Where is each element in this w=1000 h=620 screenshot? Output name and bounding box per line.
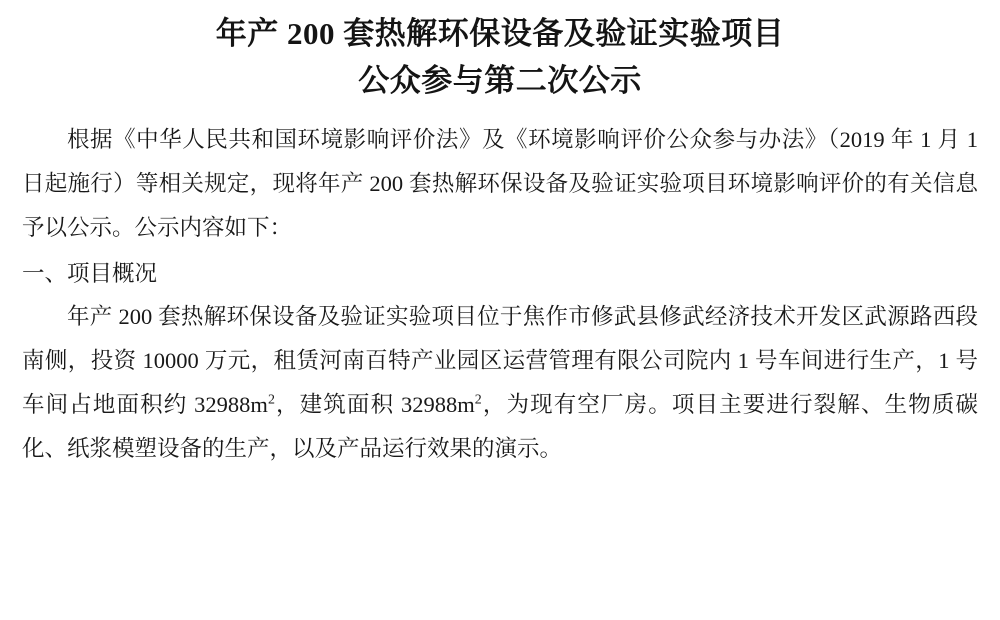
overview-text-part-2: ，建筑面积 32988m <box>274 392 475 418</box>
overview-text-part-1: 年产 200 套热解环保设备及验证实验项目位于焦作市修武县修武经济技术开发区武源路西段南侧，投资 10000 万元，租赁河南百特产业园区运营管理有限公司院内 1 号车间进行生产，1 号车间占地面积约 32988m <box>22 304 978 418</box>
intro-paragraph: 根据《中华人民共和国环境影响评价法》及《环境影响评价公众参与办法》（2019 年 1 月 1 日起施行）等相关规定，现将年产 200 套热解环保设备及验证实验项目环境影响评价的有关信息予以公示。公示内容如下： <box>22 126 978 240</box>
page-title-line-1: 年产 200 套热解环保设备及验证实验项目 <box>215 16 785 51</box>
project-overview-paragraph <box>22 295 978 471</box>
section-heading-project-overview: 一、项目概况 <box>22 260 158 286</box>
document-body <box>22 118 978 471</box>
overview-superscript-1: 2 <box>267 392 275 408</box>
page-title-line-2: 公众参与第二次公示 <box>358 62 642 98</box>
page-title <box>22 12 978 104</box>
overview-text-part-3: ，为现有空厂房。项目主要进行裂解、生物质碳化、纸浆模塑设备的生产，以及产品运行效果的演示。 <box>22 392 978 461</box>
overview-superscript-2: 2 <box>474 392 482 408</box>
